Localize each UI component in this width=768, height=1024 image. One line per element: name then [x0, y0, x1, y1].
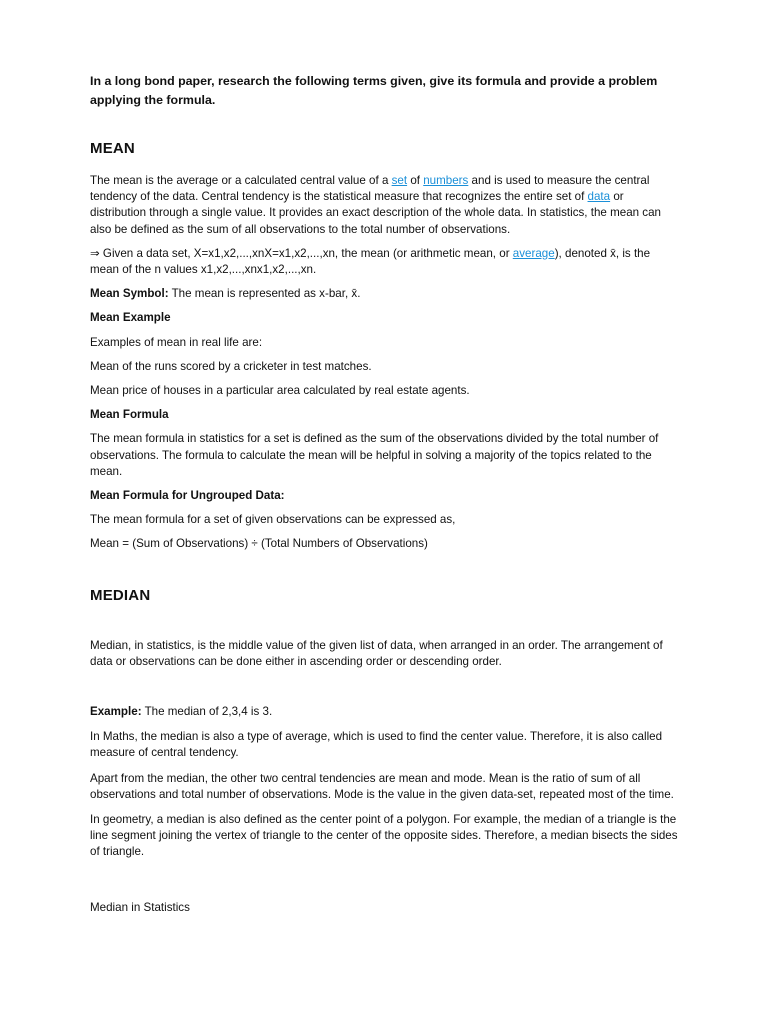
- mean-example-2: Mean price of houses in a particular area calculated by real estate agents.: [90, 384, 470, 398]
- assignment-instructions: In a long bond paper, research the following terms given, give its formula and provide a problem applying the formula.: [90, 74, 658, 107]
- mean-example-heading: Mean Example: [90, 311, 171, 325]
- median-example: [90, 704, 678, 720]
- mean-def-text-3: and is used to measure the central tendency of the data. Central tendency is the statistical measure that recognizes the entire set of: [90, 174, 650, 204]
- mean-def-text-2: of: [407, 174, 424, 187]
- mean-formula-text: The mean formula in statistics for a set is defined as the sum of the observations divided by the total number of observations. The formula to calculate the mean will be helpful in solving a majority of the topics related to the mean.: [90, 432, 659, 478]
- data-link[interactable]: data: [587, 190, 611, 204]
- mean-given-dataset: [90, 246, 678, 278]
- mean-ungrouped-heading: Mean Formula for Ungrouped Data:: [90, 489, 285, 503]
- mean-definition: [90, 173, 678, 238]
- numbers-link[interactable]: numbers: [423, 174, 469, 187]
- mean-def-text-1: The mean is the average or a calculated central value of a: [90, 174, 392, 187]
- mean-equation: Mean = (Sum of Observations) ÷ (Total Numbers of Observations): [90, 537, 428, 551]
- mean-given-text-2: ), denoted x̄, is the mean of the n values x1,x2,...,xnx1,x2,...,xn.: [90, 246, 651, 277]
- mean-examples-intro: Examples of mean in real life are:: [90, 335, 263, 349]
- median-geometry-paragraph: In geometry, a median is also defined as the center point of a polygon. For example, the median of a triangle is the line segment joining the vertex of triangle to the center of the opposite sides. Therefore, a median bisects the sides of triangle.: [90, 813, 678, 859]
- median-in-statistics-heading: Median in Statistics: [90, 900, 190, 914]
- median-example-label: Example:: [90, 705, 142, 719]
- mean-def-text-4: or distribution through a single value. It provides an exact description of the whole data. In statistics, the mean can also be defined as the sum of all observations to the total number of observations.: [90, 190, 661, 236]
- mean-formula-heading: Mean Formula: [90, 408, 169, 422]
- mean-given-text-1: ⇒ Given a data set, X=x1,x2,...,xnX=x1,x2,...,xn, the mean (or arithmetic mean, or: [90, 246, 513, 260]
- median-heading: MEDIAN: [90, 586, 151, 604]
- mean-symbol-text: The mean is represented as x-bar, x̄.: [168, 287, 361, 301]
- set-link[interactable]: set: [391, 174, 408, 187]
- mean-symbol: [90, 286, 678, 302]
- mean-ungrouped-text: The mean formula for a set of given observations can be expressed as,: [90, 513, 456, 527]
- mean-example-1: Mean of the runs scored by a cricketer in test matches.: [90, 359, 372, 373]
- average-link[interactable]: average: [512, 246, 555, 260]
- median-maths-paragraph: In Maths, the median is also a type of average, which is used to find the center value. Therefore, it is also called measure of central tendency.: [90, 730, 663, 760]
- median-central-tendencies-paragraph: Apart from the median, the other two central tendencies are mean and mode. Mean is the ratio of sum of all observations and total number of observations. Mode is the value in the given data-set, repeated most of the time.: [90, 771, 674, 801]
- median-definition: Median, in statistics, is the middle value of the given list of data, when arranged in an order. The arrangement of data or observations can be done either in ascending order or descending order.: [90, 638, 663, 668]
- mean-symbol-label: Mean Symbol:: [90, 287, 169, 301]
- mean-heading: MEAN: [90, 140, 135, 157]
- median-example-text: The median of 2,3,4 is 3.: [141, 705, 273, 719]
